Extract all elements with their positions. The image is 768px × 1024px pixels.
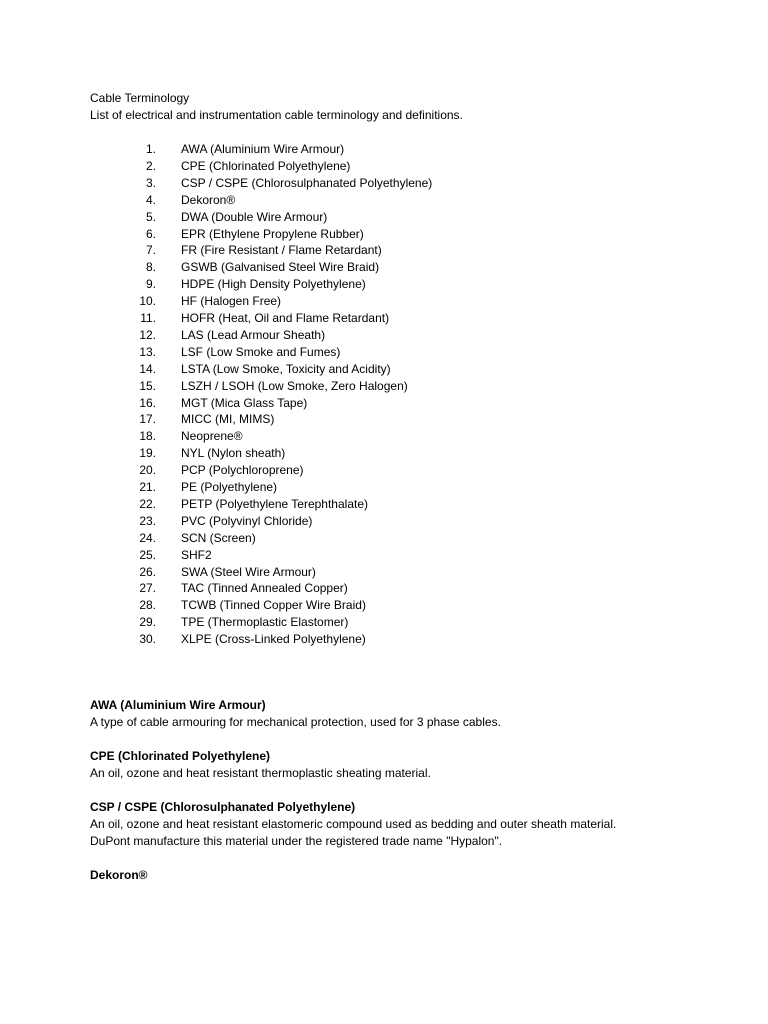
definition-heading-cpe: CPE (Chlorinated Polyethylene) [90, 749, 271, 763]
list-item-term: LAS (Lead Armour Sheath) [181, 327, 326, 342]
definition-heading-awa: AWA (Aluminium Wire Armour) [90, 698, 266, 712]
definition-body-csp-line2: DuPont manufacture this material under the registered trade name "Hypalon". [90, 834, 503, 848]
definition-heading-dekoron: Dekoron® [90, 868, 148, 882]
list-item-number: 17. [139, 412, 156, 427]
list-item-number: 27. [139, 581, 156, 596]
document-title: Cable Terminology [90, 91, 190, 105]
definition-body-cpe: An oil, ozone and heat resistant thermoplastic sheating material. [90, 766, 431, 780]
list-item-number: 6. [145, 226, 156, 241]
list-item-number: 3. [145, 175, 156, 190]
list-item-number: 4. [145, 192, 156, 207]
list-item-term: GSWB (Galvanised Steel Wire Braid) [181, 260, 380, 275]
list-item-term: HDPE (High Density Polyethylene) [181, 277, 366, 292]
list-item-term: TAC (Tinned Annealed Copper) [181, 581, 348, 596]
list-item-number: 1. [145, 142, 156, 156]
list-item-term: PE (Polyethylene) [181, 480, 278, 494]
list-item-term: PETP (Polyethylene Terephthalate) [181, 496, 369, 511]
document-subtitle: List of electrical and instrumentation cable terminology and definitions. [90, 108, 463, 122]
list-item-number: 16. [139, 395, 156, 410]
list-item-term: TCWB (Tinned Copper Wire Braid) [181, 598, 366, 613]
list-item-number: 29. [139, 615, 156, 630]
list-item-term: PVC (Polyvinyl Chloride) [181, 513, 313, 528]
list-item-term: Dekoron® [181, 192, 236, 207]
list-item-number: 9. [145, 277, 156, 292]
list-item-number: 13. [139, 344, 156, 359]
list-item-term: SCN (Screen) [181, 530, 256, 545]
list-item-term: LSZH / LSOH (Low Smoke, Zero Halogen) [181, 378, 408, 393]
list-item-term: TPE (Thermoplastic Elastomer) [181, 615, 349, 630]
list-item-number: 14. [139, 361, 156, 376]
list-item-number: 7. [145, 243, 156, 258]
list-item-number: 24. [139, 530, 156, 545]
definition-heading-csp: CSP / CSPE (Chlorosulphanated Polyethylene) [90, 800, 356, 814]
list-item-term: HOFR (Heat, Oil and Flame Retardant) [181, 311, 390, 325]
list-item-term: EPR (Ethylene Propylene Rubber) [181, 226, 364, 241]
list-item-number: 28. [139, 598, 156, 613]
list-item-number: 2. [145, 158, 156, 173]
list-item-number: 11. [140, 311, 156, 325]
list-item-term: NYL (Nylon sheath) [181, 446, 286, 461]
definition-body-csp-line1: An oil, ozone and heat resistant elastomeric compound used as bedding and outer sheath material. [90, 817, 617, 831]
list-item-number: 20. [139, 463, 156, 478]
list-item-number: 21. [139, 480, 156, 494]
list-item-number: 5. [145, 209, 156, 224]
list-item-term: SHF2 [181, 547, 212, 562]
list-item-term: XLPE (Cross-Linked Polyethylene) [181, 632, 366, 647]
list-item-term: HF (Halogen Free) [181, 294, 282, 309]
list-item-term: LSF (Low Smoke and Fumes) [181, 344, 341, 359]
list-item-term: AWA (Aluminium Wire Armour) [181, 142, 345, 156]
definition-body-awa: A type of cable armouring for mechanical protection, used for 3 phase cables. [90, 715, 501, 729]
list-item-term: Neoprene® [181, 429, 243, 444]
list-item-number: 8. [145, 260, 156, 275]
list-item-term: MICC (MI, MIMS) [181, 412, 275, 427]
list-item-term: CPE (Chlorinated Polyethylene) [181, 158, 351, 173]
list-item-number: 19. [139, 446, 156, 461]
list-item-term: PCP (Polychloroprene) [181, 463, 304, 478]
list-item-number: 15. [139, 378, 156, 393]
list-item-term: SWA (Steel Wire Armour) [181, 564, 316, 579]
list-item-number: 22. [139, 496, 156, 511]
list-item-number: 30. [139, 632, 156, 647]
list-item-number: 18. [139, 429, 156, 444]
list-item-number: 12. [139, 327, 156, 342]
list-item-number: 23. [139, 513, 156, 528]
list-item-number: 26. [139, 564, 156, 579]
list-item-term: LSTA (Low Smoke, Toxicity and Acidity) [181, 361, 391, 376]
list-item-term: FR (Fire Resistant / Flame Retardant) [181, 243, 382, 258]
list-item-term: MGT (Mica Glass Tape) [181, 395, 308, 410]
list-item-number: 25. [139, 547, 156, 562]
list-item-term: DWA (Double Wire Armour) [181, 209, 328, 224]
list-item-term: CSP / CSPE (Chlorosulphanated Polyethylene) [181, 175, 433, 190]
list-item-number: 10. [139, 294, 156, 309]
